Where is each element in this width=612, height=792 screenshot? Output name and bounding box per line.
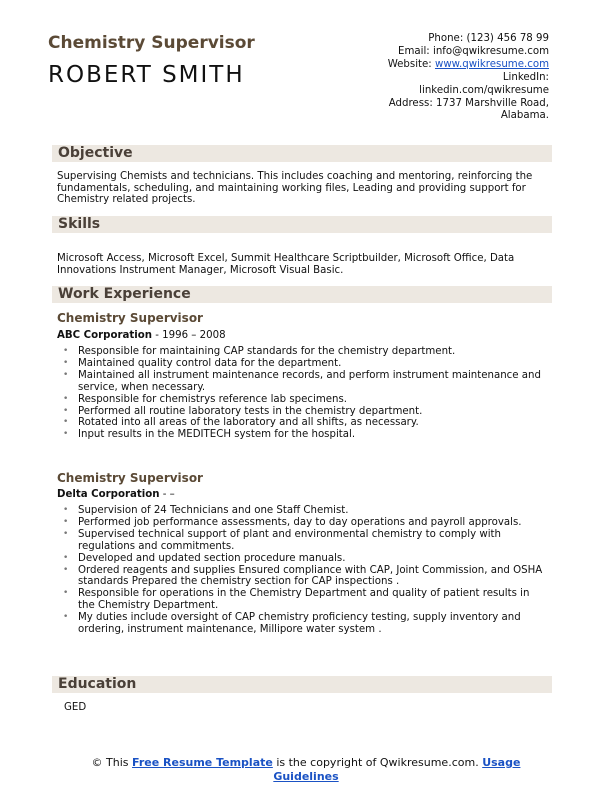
bullet-dot-icon: •	[63, 346, 69, 356]
bullet-dot-icon: •	[63, 564, 69, 575]
bullet-dot-icon: •	[63, 528, 69, 539]
bullet-text: Performed job performance assessments, day to day operations and payroll approvals.	[78, 516, 522, 528]
list-item	[57, 565, 549, 589]
list-item	[57, 612, 549, 636]
usage-guidelines-link[interactable]: Usage Guidelines	[273, 756, 521, 783]
bullet-dot-icon: •	[63, 552, 69, 563]
email-value: info@qwikresume.com	[432, 45, 549, 57]
free-resume-template-link[interactable]: Free Resume Template	[132, 756, 273, 769]
bullet-dot-icon: •	[63, 405, 69, 416]
list-item	[57, 346, 549, 358]
bullet-dot-icon: •	[63, 357, 69, 368]
job-bullets	[57, 505, 549, 636]
phone-label: Phone:	[428, 33, 464, 44]
work-section-header	[52, 286, 552, 303]
contact-linkedin-value: linkedin.com/qwikresume	[419, 84, 549, 96]
bullet-dot-icon: •	[63, 429, 69, 440]
bullet-text: Input results in the MEDITECH system for the hospital.	[78, 429, 356, 441]
website-link[interactable]: www.qwikresume.com	[434, 58, 549, 70]
education-title: Education	[58, 676, 137, 692]
contact-block	[329, 33, 549, 123]
job-dates: - –	[159, 489, 175, 500]
email-label: Email:	[398, 45, 430, 57]
bullet-text: Responsible for chemistrys reference lab specimens.	[78, 393, 348, 405]
bullet-text: Maintained all instrument maintenance records, and perform instrument maintenance and service, when necessary.	[78, 369, 541, 393]
work-title: Work Experience	[58, 286, 191, 302]
list-item	[57, 417, 549, 429]
bullet-dot-icon: •	[63, 588, 69, 599]
list-item	[57, 394, 549, 406]
contact-linkedin-label: LinkedIn:	[502, 71, 549, 83]
contact-email	[329, 46, 549, 59]
bullet-text: My duties include oversight of CAP chemistry proficiency testing, supply inventory and ordering, instrument maintenance, Millipore water system .	[78, 612, 521, 636]
objective-section-header	[52, 145, 552, 162]
address-value: 1737 Marshville Road, Alabama.	[436, 97, 549, 122]
bullet-text: Maintained quality control data for the department.	[78, 357, 342, 369]
address-label: Address:	[388, 97, 433, 109]
bullet-text: Developed and updated section procedure manuals.	[78, 552, 346, 564]
bullet-text: Ordered reagents and supplies Ensured compliance with CAP, Joint Commission, and OSHA standards Prepared the chemistry section for CAP inspections .	[78, 564, 543, 588]
bullet-text: Responsible for maintaining CAP standards for the chemistry department.	[78, 346, 456, 357]
job-role: Chemistry Supervisor	[57, 471, 203, 485]
copyright-footer	[80, 756, 532, 784]
skills-text: Microsoft Access, Microsoft Excel, Summit Healthcare Scriptbuilder, Microsoft Office, Data Innovations Instrument Manager, Microsoft Visual Basic.	[57, 253, 515, 276]
objective-text: Supervising Chemists and technicians. This includes coaching and mentoring, reinforcing the fundamentals, scheduling, and maintaining working files, Leading and providing support for Chemistry related projects.	[57, 171, 533, 206]
bullet-dot-icon: •	[63, 612, 69, 623]
list-item	[57, 429, 549, 441]
contact-address	[329, 98, 549, 124]
bullet-text: Supervised technical support of plant and environmental chemistry to comply with regulations and commitments.	[78, 528, 501, 552]
list-item	[57, 553, 549, 565]
footer-prefix: © This	[91, 756, 133, 769]
bullet-text: Performed all routine laboratory tests in the chemistry department.	[78, 405, 423, 417]
bullet-dot-icon: •	[63, 505, 69, 515]
list-item	[57, 358, 549, 370]
job-bullets	[57, 346, 549, 441]
footer-middle: is the copyright of Qwikresume.com.	[272, 756, 483, 769]
bullet-text: Supervision of 24 Technicians and one Staff Chemist.	[78, 505, 349, 516]
job-dates: - 1996 – 2008	[151, 330, 226, 341]
objective-title: Objective	[58, 145, 133, 161]
resume-job-title: Chemistry Supervisor	[48, 33, 255, 53]
list-item	[57, 505, 549, 517]
education-section-header	[52, 676, 552, 693]
contact-phone	[329, 33, 549, 46]
website-label: Website:	[387, 58, 432, 70]
bullet-dot-icon: •	[63, 417, 69, 428]
job-company: ABC Corporation	[57, 330, 152, 341]
bullet-dot-icon: •	[63, 369, 69, 380]
bullet-text: Rotated into all areas of the laboratory and all shifts, as necessary.	[78, 417, 419, 429]
phone-value: (123) 456 78 99	[466, 33, 549, 44]
job-company: Delta Corporation	[57, 489, 160, 500]
contact-website	[329, 59, 549, 72]
list-item	[57, 370, 549, 394]
bullet-dot-icon: •	[63, 393, 69, 404]
list-item	[57, 529, 549, 553]
job-company-line	[57, 489, 175, 500]
job-company-line	[57, 330, 226, 341]
skills-title: Skills	[58, 216, 101, 232]
list-item	[57, 406, 549, 418]
candidate-name: ROBERT SMITH	[48, 62, 245, 88]
job-role: Chemistry Supervisor	[57, 311, 203, 325]
list-item	[57, 517, 549, 529]
bullet-dot-icon: •	[63, 516, 69, 527]
education-text: GED	[64, 702, 87, 713]
skills-section-header	[52, 216, 552, 233]
list-item	[57, 588, 549, 612]
bullet-text: Responsible for operations in the Chemistry Department and quality of patient results in the Chemistry Department.	[78, 588, 530, 612]
